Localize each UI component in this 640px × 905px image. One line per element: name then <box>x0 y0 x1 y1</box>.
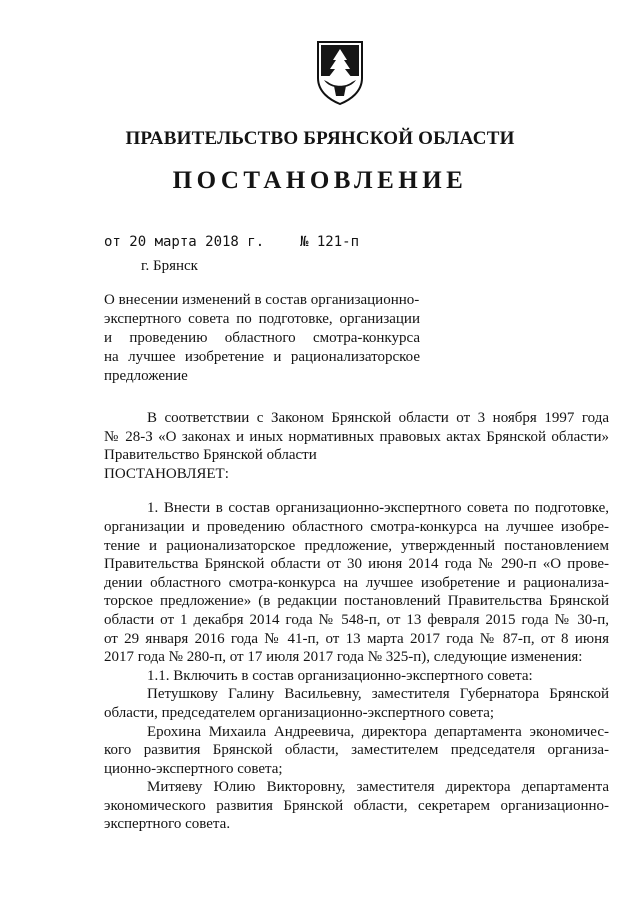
subject-line: и проведению областного смотра-конкурса <box>104 330 420 346</box>
member-line: экономического развития Брянской области, секретарем организационно- <box>104 797 609 814</box>
clause-1-line: Правительства Брянской области от 30 июня 2014 года № 290-п «О прове- <box>104 556 609 573</box>
subject-line: на лучшее изобретение и рационализаторское <box>104 349 420 365</box>
document-subject <box>104 291 420 386</box>
subject-line: О внесении изменений в состав организационно- <box>104 292 420 308</box>
preamble-paragraph <box>104 409 609 483</box>
clause-1 <box>104 499 609 666</box>
subject-line: экспертного совета по подготовке, организации <box>104 311 420 327</box>
preamble-line: № 28-З «О законах и иных нормативных правовых актах Брянской области» <box>104 428 609 445</box>
document-number: № 121-п <box>300 234 360 250</box>
clause-1-1 <box>104 667 609 834</box>
document-body <box>104 409 609 834</box>
document-date: от 20 марта 2018 г. <box>104 234 265 250</box>
clause-1-line: области от 1 декабря 2014 года № 548-п, от 13 февраля 2015 года № 30-п, <box>104 611 609 628</box>
member-line: Митяеву Юлию Викторовну, заместителя директора департамента <box>147 779 609 796</box>
document-type: ПОСТАНОВЛЕНИЕ <box>172 167 468 194</box>
clause-1-line: 1. Внести в состав организационно-экспертного совета по подготовке, <box>147 500 609 517</box>
government-title: ПРАВИТЕЛЬСТВО БРЯНСКОЙ ОБЛАСТИ <box>125 128 515 149</box>
clause-1-line: дении областного смотра-конкурса на лучшее изобретение и рационализа- <box>104 574 609 591</box>
member-line: Ерохина Михаила Андреевича, директора департамента экономичес- <box>147 723 609 740</box>
resolves-heading: ПОСТАНОВЛЯЕТ: <box>104 465 229 482</box>
clause-1-line: 2017 года № 280-п, от 17 июля 2017 года № 325-п), следующие изменения: <box>104 649 583 666</box>
clause-1-line: торское предложение» (в редакции постановлений Правительства Брянской <box>104 593 609 610</box>
member-line: экспертного совета. <box>104 816 231 833</box>
member-line: кого развития Брянской области, заместителем председателя организа- <box>104 742 609 759</box>
document-city: г. Брянск <box>141 258 198 274</box>
clause-1-1-heading: 1.1. Включить в состав организационно-экспертного совета: <box>147 667 533 684</box>
clause-1-line: от 29 января 2016 года № 41-п, от 13 марта 2017 года № 87-п, от 8 июня <box>104 630 609 647</box>
subject-line: предложение <box>104 368 188 384</box>
preamble-line: Правительство Брянской области <box>104 447 317 464</box>
member-line: ционно-экспертного совета; <box>104 760 283 777</box>
member-line: области, председателем организационно-экспертного совета; <box>104 704 495 721</box>
preamble-line: В соответствии с Законом Брянской области от 3 ноября 1997 года <box>147 410 609 426</box>
clause-1-line: организации и проведению областного смотра-конкурса на лучшее изобре- <box>104 518 609 535</box>
clause-1-line: тение и рационализаторское предложение, утвержденный постановлением <box>104 537 609 554</box>
member-line: Петушкову Галину Васильевну, заместителя Губернатора Брянской <box>147 686 609 703</box>
coat-of-arms-icon <box>312 38 368 106</box>
